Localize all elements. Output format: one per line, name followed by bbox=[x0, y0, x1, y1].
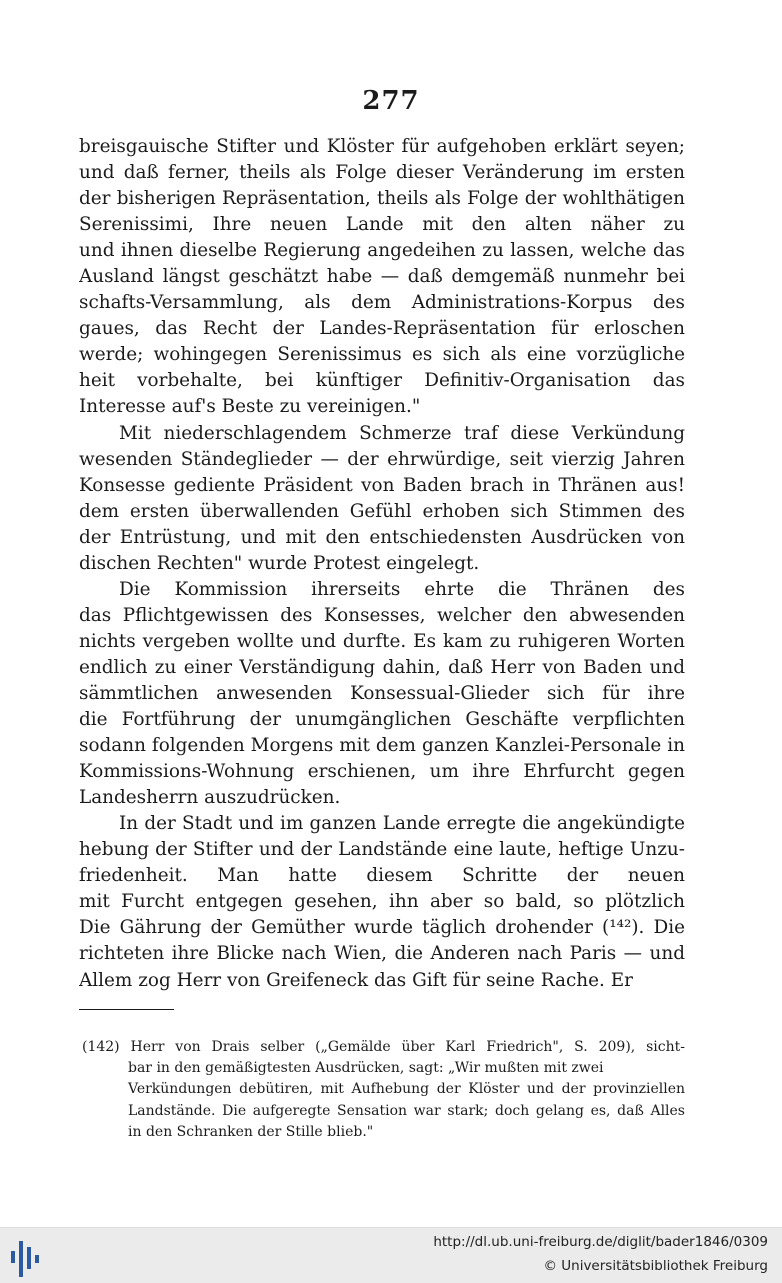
ub-freiburg-logo-icon[interactable] bbox=[11, 1237, 51, 1277]
paragraph bbox=[79, 421, 685, 577]
text-line: heit vorbehalte, bei künftiger Definitiv-Organisation das bbox=[79, 370, 685, 392]
text-line: nichts vergeben wollte und durfte. Es kam zu ruhigeren Worten bbox=[79, 630, 685, 652]
text-line: Die Gährung der Gemüther wurde täglich drohender (¹⁴²). Die bbox=[79, 917, 685, 939]
paragraph bbox=[79, 577, 685, 811]
footnote bbox=[82, 1037, 685, 1143]
text-line: wesenden Ständeglieder — der ehrwürdige, seit vierzig Jahren bbox=[79, 448, 685, 470]
text-line: dischen Rechten" wurde Protest eingelegt. bbox=[79, 552, 480, 574]
text-line: breisgauische Stifter und Klöster für aufgehoben erklärt seyen; bbox=[79, 136, 685, 157]
footnote-line: Landstände. Die aufgeregte Sensation war stark; doch gelang es, daß Alles bbox=[128, 1102, 685, 1119]
page-number: 277 bbox=[362, 86, 420, 116]
text-line: und ihnen dieselbe Regierung angedeihen zu lassen, welche das bbox=[79, 240, 685, 262]
text-line: Interesse auf's Beste zu vereinigen." bbox=[79, 396, 421, 418]
text-line: sodann folgenden Morgens mit dem ganzen Kanzlei-Personale in bbox=[79, 735, 685, 757]
text-line: Allem zog Herr von Greifeneck das Gift für seine Rache. Er bbox=[79, 969, 633, 991]
footnote-line: bar in den gemäßigtesten Ausdrücken, sagt: „Wir mußten mit zwei bbox=[128, 1060, 604, 1077]
text-line: Serenissimi, Ihre neuen Lande mit den alten näher zu bbox=[79, 214, 685, 236]
page-url-link[interactable]: http://dl.ub.uni-freiburg.de/diglit/bader1846/0309 bbox=[433, 1234, 768, 1250]
text-line: hebung der Stifter und der Landstände eine laute, heftige Unzu- bbox=[79, 839, 685, 861]
body-text bbox=[79, 134, 685, 994]
text-line: Landesherrn auszudrücken. bbox=[79, 787, 341, 809]
text-line: und daß ferner, theils als Folge dieser Veränderung im ersten bbox=[79, 162, 685, 184]
text-line: Die Kommission ihrerseits ehrte die Thränen des bbox=[119, 578, 685, 600]
text-line: In der Stadt und im ganzen Lande erregte die angekündigte bbox=[119, 813, 685, 835]
text-line: sämmtlichen anwesenden Konsessual-Glieder sich für ihre bbox=[79, 682, 685, 704]
paragraph bbox=[79, 134, 685, 421]
text-line: mit Furcht entgegen gesehen, ihn aber so bald, so plötzlich bbox=[79, 891, 685, 913]
footnote-line: Verkündungen debütiren, mit Aufhebung der Klöster und der provinziellen bbox=[128, 1081, 685, 1098]
text-line: werde; wohingegen Serenissimus es sich als eine vorzügliche bbox=[79, 344, 685, 366]
footnote-line: (142) Herr von Drais selber („Gemälde über Karl Friedrich", S. 209), sicht- bbox=[82, 1039, 685, 1055]
paragraph bbox=[79, 811, 685, 993]
text-line: Ausland längst geschätzt habe — daß demgemäß nunmehr bei bbox=[79, 266, 685, 288]
text-line: der bisherigen Repräsentation, theils als Folge der wohlthätigen bbox=[79, 188, 685, 210]
text-line: Kommissions-Wohnung erschienen, um ihre Ehrfurcht gegen bbox=[79, 761, 685, 783]
copyright-text: © Universitätsbibliothek Freiburg bbox=[543, 1258, 768, 1274]
text-line: endlich zu einer Verständigung dahin, daß Herr von Baden und bbox=[79, 656, 685, 678]
viewer-bottom-bar bbox=[0, 1227, 782, 1283]
text-line: die Fortführung der unumgänglichen Geschäfte verpflichten bbox=[79, 709, 685, 731]
text-line: schafts-Versammlung, als dem Administrations-Korpus des bbox=[79, 292, 685, 314]
text-line: der Entrüstung, und mit den entschiedensten Ausdrücken von bbox=[79, 526, 685, 548]
text-line: friedenheit. Man hatte diesem Schritte der neuen bbox=[79, 865, 685, 887]
text-line: das Pflichtgewissen des Konsesses, welcher den abwesenden bbox=[79, 604, 685, 626]
text-line: Mit niederschlagendem Schmerze traf diese Verkündung bbox=[119, 422, 685, 444]
text-line: dem ersten überwallenden Gefühl erhoben sich Stimmen des bbox=[79, 500, 685, 522]
footnote-line: in den Schranken der Stille blieb." bbox=[128, 1123, 374, 1140]
text-line: Konsesse gediente Präsident von Baden brach in Thränen aus! bbox=[79, 474, 685, 496]
footnote-rule bbox=[79, 1009, 174, 1010]
text-line: richteten ihre Blicke nach Wien, die Anderen nach Paris — und bbox=[79, 943, 685, 965]
text-line: gaues, das Recht der Landes-Repräsentation für erloschen bbox=[79, 318, 685, 340]
